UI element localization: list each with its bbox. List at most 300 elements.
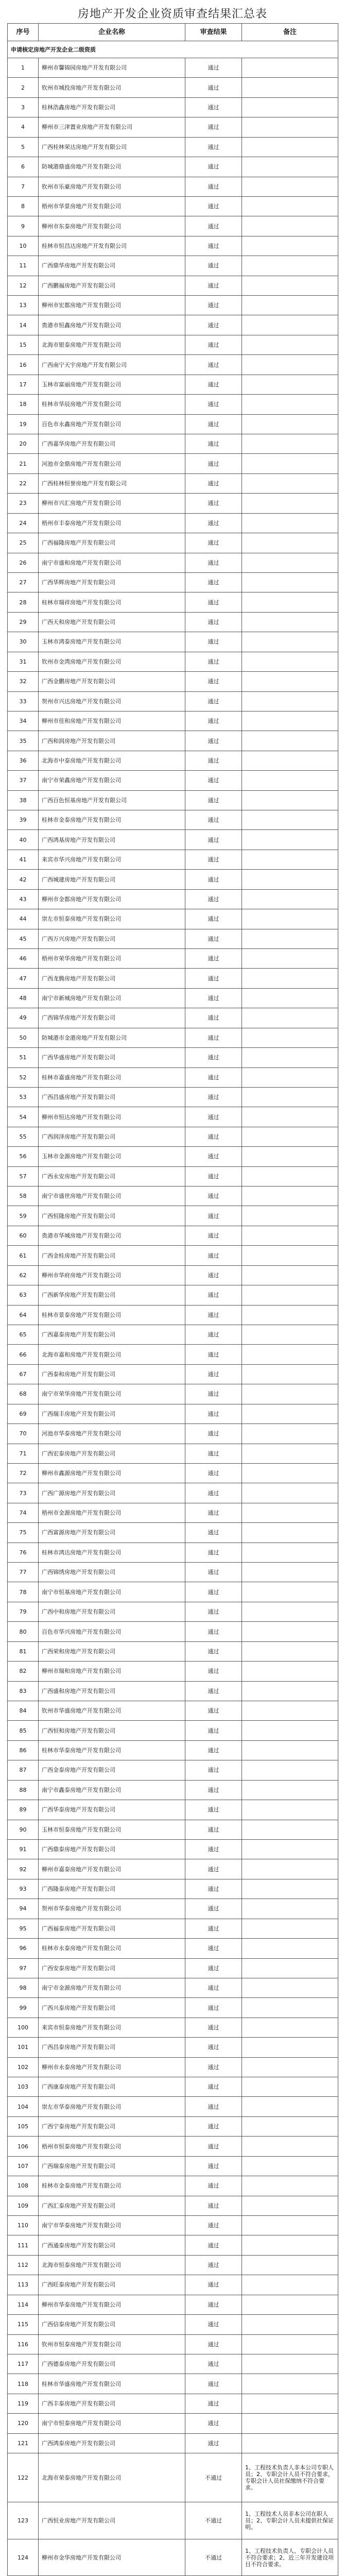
row-seq: 1 (8, 58, 39, 78)
row-remarks (242, 2255, 338, 2275)
row-remarks (242, 97, 338, 117)
row-remarks (242, 1740, 338, 1760)
table-row (8, 335, 338, 354)
row-seq: 6 (8, 157, 39, 177)
row-remarks (242, 513, 338, 533)
row-seq: 17 (8, 375, 39, 394)
row-remarks (242, 1662, 338, 1681)
row-seq: 39 (8, 810, 39, 830)
row-company-name: 梧州市金源房地产开发有限公司 (39, 1503, 185, 1522)
row-remarks (242, 117, 338, 137)
row-seq: 53 (8, 1087, 39, 1107)
row-review-result: 通过 (185, 335, 242, 354)
row-remarks (242, 1839, 338, 1859)
row-review-result: 通过 (185, 355, 242, 375)
row-review-result: 通过 (185, 1662, 242, 1681)
row-seq: 67 (8, 1364, 39, 1384)
section-row (8, 41, 338, 58)
row-company-name: 广西鼎华房地产开发有限公司 (39, 256, 185, 276)
row-seq: 21 (8, 454, 39, 473)
row-remarks (242, 1285, 338, 1305)
row-company-name: 桂林市瑞祥房地产开发有限公司 (39, 592, 185, 612)
row-review-result: 通过 (185, 276, 242, 295)
row-seq: 16 (8, 355, 39, 375)
row-seq: 55 (8, 1127, 39, 1146)
row-remarks (242, 1543, 338, 1562)
row-review-result: 通过 (185, 652, 242, 671)
table-row (8, 711, 338, 731)
table-row (8, 137, 338, 157)
row-remarks (242, 2334, 338, 2354)
row-seq: 105 (8, 2116, 39, 2136)
table-row (8, 78, 338, 97)
table-row (8, 810, 338, 830)
table-row (8, 553, 338, 572)
row-company-name: 广西安泰房地产开发有限公司 (39, 1958, 185, 1978)
row-company-name: 柳州市嘉泰房地产开发有限公司 (39, 1859, 185, 1879)
row-remarks (242, 1246, 338, 1265)
row-remarks (242, 2018, 338, 2037)
row-company-name: 玉林市鸿泰房地产开发有限公司 (39, 632, 185, 652)
row-seq: 103 (8, 2077, 39, 2097)
row-review-result: 通过 (185, 1483, 242, 1503)
row-review-result: 通过 (185, 1523, 242, 1543)
row-company-name: 百色市永鑫房地产开发有限公司 (39, 414, 185, 434)
row-company-name: 广西宁泰房地产开发有限公司 (39, 2116, 185, 2136)
row-company-name: 广西鸿泰房地产开发有限公司 (39, 2433, 185, 2453)
row-seq: 94 (8, 1899, 39, 1919)
row-remarks (242, 1028, 338, 1047)
row-remarks (242, 2176, 338, 2196)
table-row (8, 2502, 338, 2539)
section-label: 申请核定房地产开发企业二级资质 (8, 41, 338, 58)
row-review-result: 通过 (185, 1265, 242, 1285)
table-row (8, 870, 338, 889)
table-row (8, 276, 338, 295)
row-company-name: 北海市恒泰房地产开发有限公司 (39, 2255, 185, 2275)
row-remarks (242, 1998, 338, 2018)
row-review-result: 通过 (185, 395, 242, 414)
row-remarks (242, 2215, 338, 2235)
row-seq: 113 (8, 2275, 39, 2295)
row-company-name: 广西广源房地产开发有限公司 (39, 1483, 185, 1503)
row-seq: 106 (8, 2137, 39, 2156)
row-remarks (242, 454, 338, 473)
row-company-name: 桂林市恒昌达房地产开发有限公司 (39, 236, 185, 256)
row-seq: 64 (8, 1305, 39, 1325)
row-company-name: 广西桂林恒誉房地产开发有限公司 (39, 473, 185, 493)
table-row (8, 771, 338, 790)
row-remarks (242, 1701, 338, 1721)
row-seq: 24 (8, 513, 39, 533)
row-remarks (242, 1444, 338, 1463)
table-row (8, 58, 338, 78)
row-remarks (242, 2038, 338, 2057)
row-remarks (242, 1087, 338, 1107)
row-company-name: 贵港市恒鑫房地产开发有限公司 (39, 315, 185, 335)
row-seq: 97 (8, 1958, 39, 1978)
results-table (7, 23, 338, 2576)
row-seq: 92 (8, 1859, 39, 1879)
table-row (8, 375, 338, 394)
table-row (8, 672, 338, 691)
row-review-result: 通过 (185, 1048, 242, 1067)
row-seq: 88 (8, 1780, 39, 1800)
row-review-result: 通过 (185, 948, 242, 968)
row-review-result: 通过 (185, 2196, 242, 2215)
row-seq: 59 (8, 1206, 39, 1226)
table-row (8, 1028, 338, 1047)
row-remarks (242, 58, 338, 78)
row-seq: 89 (8, 1800, 39, 1820)
row-company-name: 广西和润房地产开发有限公司 (39, 731, 185, 751)
row-seq: 50 (8, 1028, 39, 1047)
row-review-result: 通过 (185, 672, 242, 691)
row-review-result: 通过 (185, 1008, 242, 1028)
table-row (8, 1899, 338, 1919)
row-company-name: 玉林市金源房地产开发有限公司 (39, 1147, 185, 1166)
row-remarks (242, 335, 338, 354)
table-row (8, 2255, 338, 2275)
row-company-name: 钦州市恒泰房地产开发有限公司 (39, 2334, 185, 2354)
row-review-result: 通过 (185, 513, 242, 533)
table-row (8, 1246, 338, 1265)
table-row (8, 1166, 338, 1186)
row-company-name: 广西中和房地产开发有限公司 (39, 1602, 185, 1621)
row-company-name: 桂林市华盛房地产开发有限公司 (39, 2374, 185, 2394)
table-row (8, 948, 338, 968)
row-company-name: 广西瑞泰房地产开发有限公司 (39, 2156, 185, 2176)
row-seq: 99 (8, 1998, 39, 2018)
row-review-result: 通过 (185, 473, 242, 493)
table-row (8, 473, 338, 493)
row-review-result: 通过 (185, 2374, 242, 2394)
table-row (8, 988, 338, 1008)
row-company-name: 广西锦绣房地产开发有限公司 (39, 1563, 185, 1582)
row-remarks (242, 2295, 338, 2314)
row-remarks (242, 652, 338, 671)
row-company-name: 柳州市东泰房地产开发有限公司 (39, 216, 185, 236)
table-row (8, 1127, 338, 1146)
row-remarks (242, 1780, 338, 1800)
row-seq: 54 (8, 1107, 39, 1127)
row-seq: 93 (8, 1879, 39, 1899)
row-company-name: 南宁市荣鑫房地产开发有限公司 (39, 771, 185, 790)
table-row (8, 513, 338, 533)
row-review-result: 通过 (185, 1285, 242, 1305)
row-remarks: 1、工程技术负责人非本公司专职人员；2、专职会计人员不符合要求，专职会计人员社保缴纳不符合要求。 (242, 2453, 338, 2502)
row-company-name: 柳州市金华房地产开发有限公司 (39, 2539, 185, 2575)
row-review-result: 通过 (185, 315, 242, 335)
row-seq: 51 (8, 1048, 39, 1067)
row-company-name: 广西丰泰房地产开发有限公司 (39, 2394, 185, 2413)
row-company-name: 钦州市城投房地产开发有限公司 (39, 78, 185, 97)
table-row (8, 1384, 338, 1404)
row-review-result: 通过 (185, 771, 242, 790)
row-remarks (242, 691, 338, 711)
row-company-name: 贺州市华泰房地产开发有限公司 (39, 1899, 185, 1919)
row-review-result: 通过 (185, 1859, 242, 1879)
table-row (8, 1820, 338, 1839)
row-review-result: 通过 (185, 1622, 242, 1641)
row-remarks: 1、工程技术负责人、专职会计人员不符合要求；2、近三年开发建设项目不符合要求。 (242, 2539, 338, 2575)
table-row (8, 1265, 338, 1285)
row-company-name: 广西锦华房地产开发有限公司 (39, 1008, 185, 1028)
row-company-name: 北海市荣泰房地产开发有限公司 (39, 2453, 185, 2502)
row-remarks (242, 830, 338, 850)
row-review-result: 通过 (185, 375, 242, 394)
table-row (8, 1879, 338, 1899)
row-seq: 30 (8, 632, 39, 652)
row-review-result: 通过 (185, 2235, 242, 2255)
row-seq: 61 (8, 1246, 39, 1265)
row-remarks (242, 256, 338, 276)
row-company-name: 广西通泰房地产开发有限公司 (39, 2235, 185, 2255)
row-seq: 20 (8, 434, 39, 454)
table-row (8, 1463, 338, 1483)
row-company-name: 柳州市瑞和房地产开发有限公司 (39, 1662, 185, 1681)
table-row (8, 652, 338, 671)
row-remarks (242, 632, 338, 652)
table-row (8, 632, 338, 652)
row-review-result: 通过 (185, 2018, 242, 2037)
row-seq: 63 (8, 1285, 39, 1305)
row-review-result: 通过 (185, 1839, 242, 1859)
table-row (8, 1939, 338, 1958)
row-review-result: 通过 (185, 1919, 242, 1938)
row-company-name: 柳州市馨锦园房地产开发有限公司 (39, 58, 185, 78)
row-seq: 115 (8, 2315, 39, 2334)
row-review-result: 通过 (185, 1226, 242, 1245)
row-company-name: 柳州市华府房地产开发有限公司 (39, 1265, 185, 1285)
row-seq: 62 (8, 1265, 39, 1285)
header-seq: 序号 (8, 24, 39, 41)
row-review-result: 通过 (185, 2295, 242, 2314)
table-row (8, 1958, 338, 1978)
row-company-name: 南宁市盛和房地产开发有限公司 (39, 553, 185, 572)
row-review-result: 通过 (185, 1543, 242, 1562)
row-remarks (242, 1147, 338, 1166)
row-remarks (242, 731, 338, 751)
row-company-name: 柳州市华泰房地产开发有限公司 (39, 2295, 185, 2314)
row-review-result: 通过 (185, 533, 242, 553)
table-row (8, 850, 338, 869)
row-remarks (242, 2394, 338, 2413)
table-row (8, 909, 338, 929)
row-remarks (242, 1523, 338, 1543)
row-company-name: 钦州市华盛房地产开发有限公司 (39, 1701, 185, 1721)
row-remarks (242, 137, 338, 157)
row-company-name: 广西华盛房地产开发有限公司 (39, 1048, 185, 1067)
row-seq: 78 (8, 1582, 39, 1602)
row-review-result: 通过 (185, 1978, 242, 1997)
table-row (8, 830, 338, 850)
row-remarks (242, 177, 338, 196)
table-row (8, 592, 338, 612)
row-remarks (242, 1107, 338, 1127)
row-company-name: 广西福泰房地产开发有限公司 (39, 1919, 185, 1938)
row-review-result: 通过 (185, 1780, 242, 1800)
row-review-result: 通过 (185, 790, 242, 810)
row-remarks (242, 1008, 338, 1028)
row-remarks (242, 2374, 338, 2394)
row-review-result: 通过 (185, 2394, 242, 2413)
row-remarks (242, 355, 338, 375)
table-row (8, 691, 338, 711)
table-row (8, 969, 338, 988)
row-company-name: 桂林市金泰房地产开发有限公司 (39, 2176, 185, 2196)
row-seq: 60 (8, 1226, 39, 1245)
row-company-name: 广西兴泰房地产开发有限公司 (39, 1998, 185, 2018)
row-company-name: 南宁市金源房地产开发有限公司 (39, 1978, 185, 1997)
row-review-result: 通过 (185, 711, 242, 731)
row-review-result: 通过 (185, 632, 242, 652)
table-row (8, 1563, 338, 1582)
row-review-result: 通过 (185, 612, 242, 632)
table-row (8, 2354, 338, 2374)
row-seq: 120 (8, 2414, 39, 2433)
table-row (8, 2453, 338, 2502)
row-review-result: 通过 (185, 78, 242, 97)
row-company-name: 广西瑞丰房地产开发有限公司 (39, 1404, 185, 1423)
row-seq: 70 (8, 1424, 39, 1444)
row-seq: 96 (8, 1939, 39, 1958)
row-seq: 77 (8, 1563, 39, 1582)
row-review-result: 通过 (185, 870, 242, 889)
row-seq: 87 (8, 1760, 39, 1780)
row-review-result: 通过 (185, 1463, 242, 1483)
table-row (8, 1305, 338, 1325)
row-remarks (242, 1641, 338, 1661)
table-row (8, 2137, 338, 2156)
row-company-name: 崇左市恒泰房地产开发有限公司 (39, 909, 185, 929)
table-row (8, 494, 338, 513)
row-company-name: 广西润泽房地产开发有限公司 (39, 1127, 185, 1146)
row-seq: 69 (8, 1404, 39, 1423)
row-company-name: 崇左市华泰房地产开发有限公司 (39, 2097, 185, 2116)
row-review-result: 通过 (185, 1800, 242, 1820)
row-seq: 46 (8, 948, 39, 968)
row-review-result: 通过 (185, 2057, 242, 2077)
row-review-result: 通过 (185, 1325, 242, 1345)
table-row (8, 1978, 338, 1997)
row-remarks (242, 1721, 338, 1740)
row-seq: 104 (8, 2097, 39, 2116)
row-remarks (242, 196, 338, 216)
row-seq: 40 (8, 830, 39, 850)
table-row (8, 1107, 338, 1127)
row-remarks (242, 810, 338, 830)
row-review-result: 通过 (185, 1087, 242, 1107)
row-seq: 7 (8, 177, 39, 196)
row-review-result: 通过 (185, 177, 242, 196)
row-review-result: 通过 (185, 454, 242, 473)
row-remarks (242, 2057, 338, 2077)
table-row (8, 2433, 338, 2453)
row-review-result: 通过 (185, 1582, 242, 1602)
row-review-result: 通过 (185, 572, 242, 592)
row-seq: 33 (8, 691, 39, 711)
row-review-result: 通过 (185, 58, 242, 78)
table-row (8, 1662, 338, 1681)
row-company-name: 广西富源房地产开发有限公司 (39, 1523, 185, 1543)
row-remarks (242, 375, 338, 394)
row-seq: 95 (8, 1919, 39, 1938)
row-remarks (242, 1602, 338, 1621)
row-company-name: 广西汇泰房地产开发有限公司 (39, 2196, 185, 2215)
row-remarks (242, 1760, 338, 1780)
row-company-name: 桂林浩鑫房地产开发有限公司 (39, 97, 185, 117)
row-remarks (242, 850, 338, 869)
table-row (8, 2215, 338, 2235)
row-company-name: 南宁市鑫泰房地产开发有限公司 (39, 1780, 185, 1800)
table-row (8, 2394, 338, 2413)
table-row (8, 236, 338, 256)
row-seq: 12 (8, 276, 39, 295)
row-remarks (242, 2235, 338, 2255)
row-review-result: 通过 (185, 1187, 242, 1206)
table-row (8, 2235, 338, 2255)
row-seq: 114 (8, 2295, 39, 2314)
table-row (8, 1622, 338, 1641)
row-review-result: 通过 (185, 2215, 242, 2235)
row-company-name: 广西宏泰房地产开发有限公司 (39, 1444, 185, 1463)
table-row (8, 790, 338, 810)
row-seq: 121 (8, 2433, 39, 2453)
row-seq: 76 (8, 1543, 39, 1562)
row-review-result: 通过 (185, 296, 242, 315)
row-seq: 124 (8, 2539, 39, 2575)
row-remarks (242, 2097, 338, 2116)
row-review-result: 不通过 (185, 2502, 242, 2539)
row-seq: 119 (8, 2394, 39, 2413)
row-seq: 74 (8, 1503, 39, 1522)
row-seq: 43 (8, 889, 39, 909)
table-row (8, 1760, 338, 1780)
row-company-name: 柳州市金都房地产开发有限公司 (39, 889, 185, 909)
row-remarks (242, 276, 338, 295)
row-seq: 11 (8, 256, 39, 276)
row-remarks (242, 751, 338, 770)
row-seq: 85 (8, 1721, 39, 1740)
table-row (8, 1444, 338, 1463)
row-review-result: 通过 (185, 434, 242, 454)
table-row (8, 1582, 338, 1602)
row-seq: 90 (8, 1820, 39, 1839)
table-row (8, 216, 338, 236)
row-review-result: 通过 (185, 731, 242, 751)
row-remarks (242, 2116, 338, 2136)
row-remarks (242, 1305, 338, 1325)
row-seq: 34 (8, 711, 39, 731)
row-company-name: 防城港市金港房地产开发有限公司 (39, 1028, 185, 1047)
row-review-result: 通过 (185, 2433, 242, 2453)
row-review-result: 通过 (185, 1879, 242, 1899)
row-review-result: 通过 (185, 2275, 242, 2295)
row-company-name: 广西天和房地产开发有限公司 (39, 612, 185, 632)
row-company-name: 桂林市永泰房地产开发有限公司 (39, 1939, 185, 1958)
row-remarks (242, 296, 338, 315)
row-seq: 100 (8, 2018, 39, 2037)
row-company-name: 贺州市兴达房地产开发有限公司 (39, 691, 185, 711)
table-row (8, 454, 338, 473)
row-review-result: 通过 (185, 1503, 242, 1522)
row-review-result: 通过 (185, 988, 242, 1008)
row-company-name: 广西恒业房地产开发有限公司 (39, 2502, 185, 2539)
row-company-name: 广西福隆房地产开发有限公司 (39, 533, 185, 553)
table-row (8, 2038, 338, 2057)
row-remarks (242, 494, 338, 513)
